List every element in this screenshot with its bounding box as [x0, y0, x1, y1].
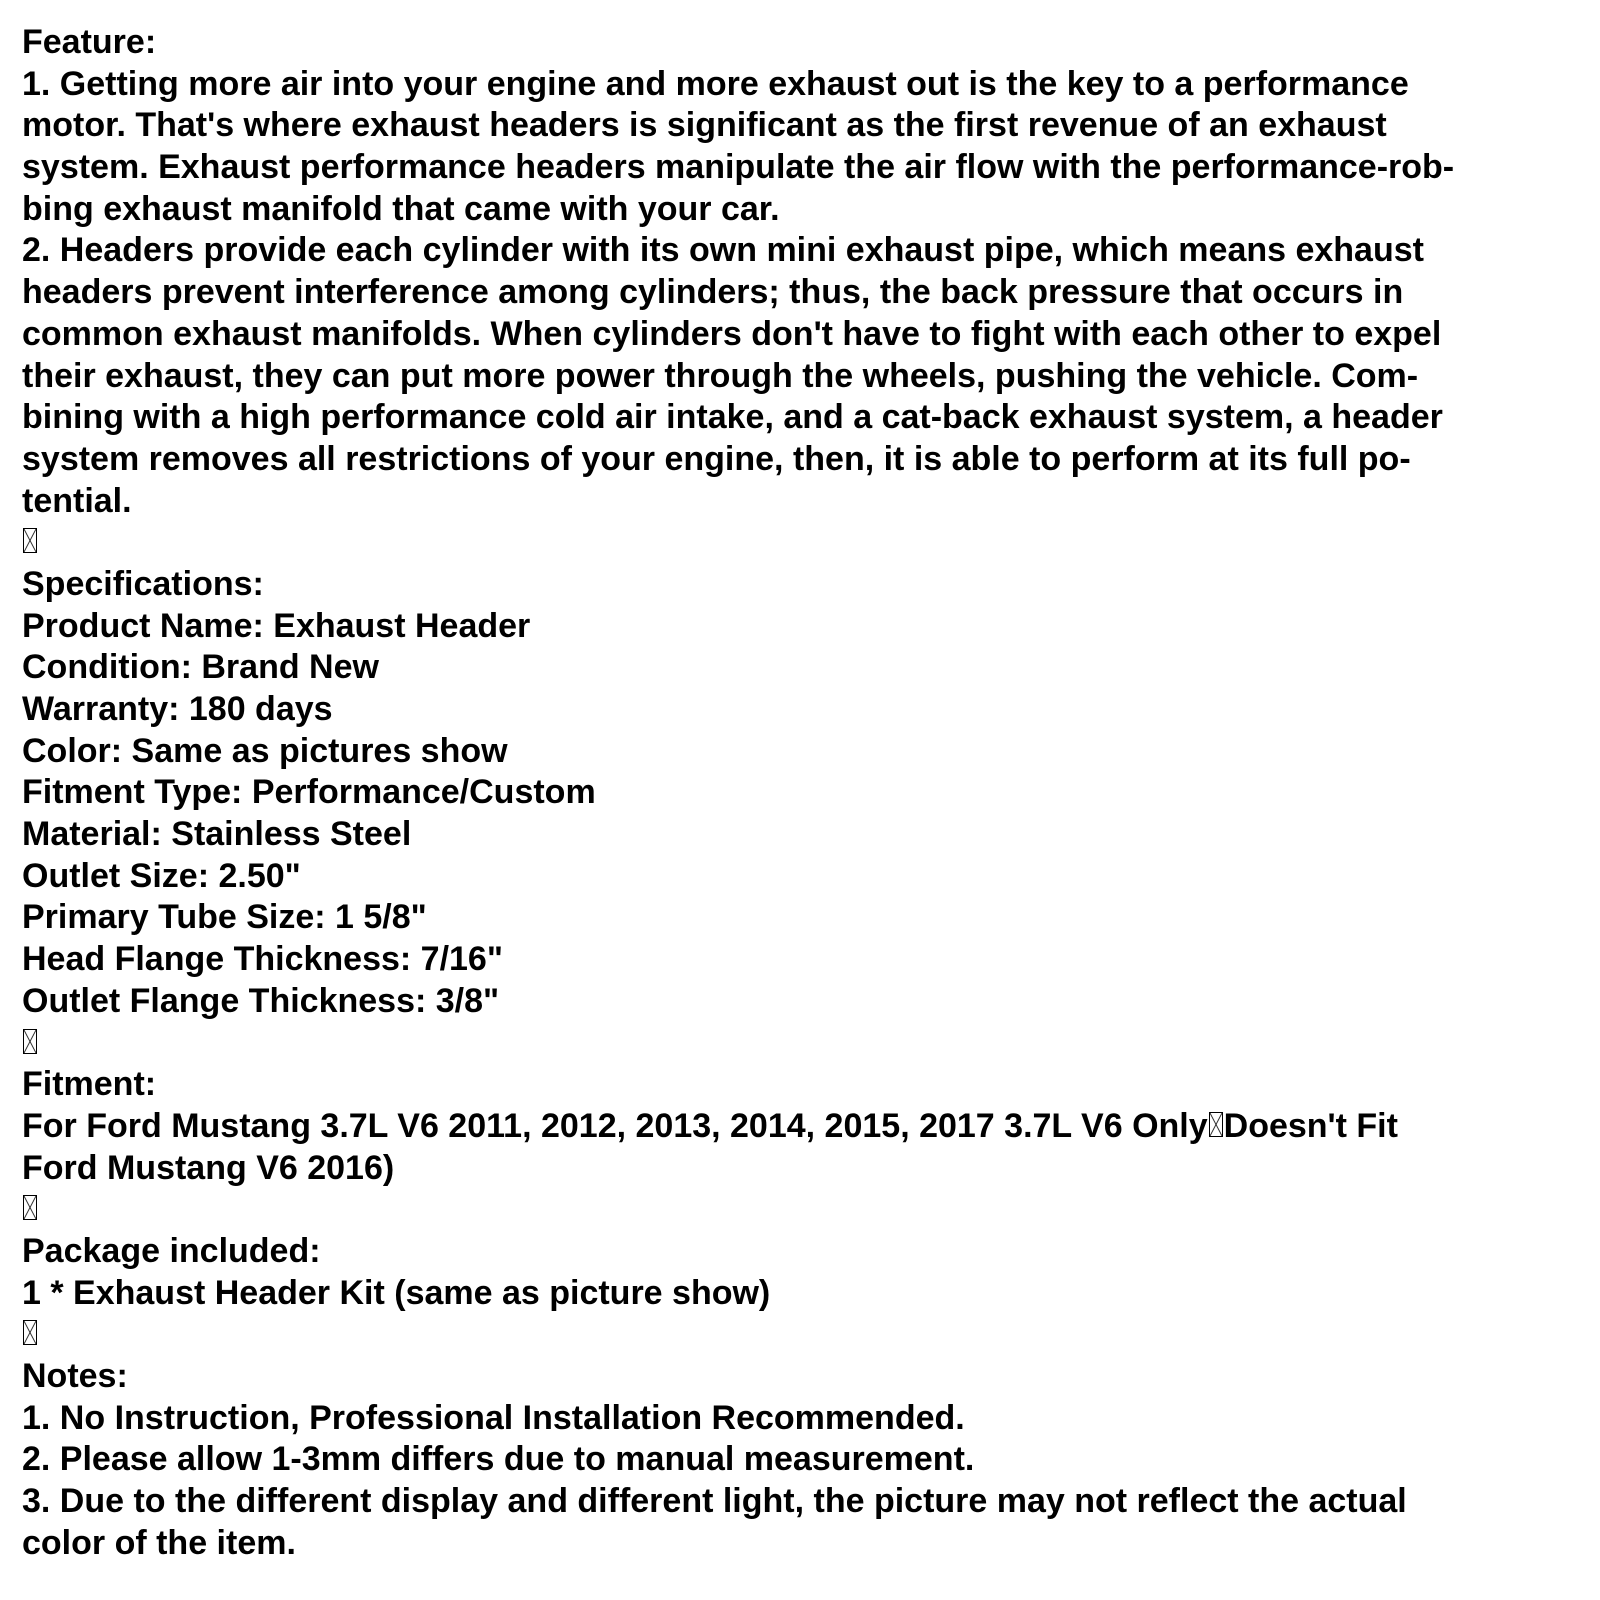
separator-line — [22, 522, 1600, 564]
separator-line — [22, 1314, 1600, 1356]
text-line: 3. Due to the different display and different light, the picture may not reflect the actual — [22, 1482, 1407, 1521]
text-line: Ford Mustang V6 2016) — [22, 1148, 395, 1187]
text-segment: Doesn't Fit — [1223, 1106, 1398, 1145]
text-line: system. Exhaust performance headers manipulate the air flow with the performance-rob- — [22, 148, 1455, 187]
text-line: 2. Headers provide each cylinder with its own mini exhaust pipe, which means exhaust — [22, 231, 1424, 270]
separator-line — [22, 1189, 1600, 1231]
text-line: 1. No Instruction, Professional Installation Recommended. — [22, 1398, 965, 1437]
text-line: bining with a high performance cold air intake, and a cat-back exhaust system, a header — [22, 398, 1443, 437]
text-line: Fitment Type: Performance/Custom — [22, 773, 596, 812]
missing-glyph-box-icon — [23, 1320, 37, 1345]
text-line: Fitment: — [22, 1065, 157, 1104]
text-line: color of the item. — [22, 1523, 296, 1562]
text-line: Feature: — [22, 23, 157, 61]
text-line — [22, 1106, 1600, 1148]
text-line: Primary Tube Size: 1 5/8" — [22, 898, 427, 937]
text-line: bing exhaust manifold that came with your car. — [22, 189, 780, 228]
text-line: Notes: — [22, 1357, 128, 1395]
text-line: Outlet Flange Thickness: 3/8" — [22, 981, 500, 1020]
text-line: Warranty: 180 days — [22, 690, 333, 728]
missing-glyph-box-icon — [23, 528, 37, 553]
missing-glyph-box-icon — [1209, 1112, 1223, 1137]
text-line: system removes all restrictions of your engine, then, it is able to perform at its full po- — [22, 439, 1411, 478]
text-line: their exhaust, they can put more power through the wheels, pushing the vehicle. Com- — [22, 356, 1419, 395]
missing-glyph-box-icon — [23, 1029, 37, 1054]
text-line: Product Name: Exhaust Header — [22, 606, 531, 645]
text-line: headers prevent interference among cylinders; thus, the back pressure that occurs in — [22, 273, 1404, 312]
text-segment: For Ford Mustang 3.7L V6 2011, 2012, 2013, 2014, 2015, 2017 3.7L V6 Only — [22, 1106, 1208, 1145]
text-line: Specifications: — [22, 564, 264, 603]
text-line: 1. Getting more air into your engine and more exhaust out is the key to a performance — [22, 64, 1409, 103]
text-line: common exhaust manifolds. When cylinders don't have to fight with each other to expel — [22, 314, 1442, 353]
separator-line — [22, 1023, 1600, 1065]
text-line: tential. — [22, 481, 132, 520]
text-line: Color: Same as pictures show — [22, 731, 508, 770]
text-line: 2. Please allow 1-3mm differs due to manual measurement. — [22, 1440, 975, 1479]
text-line: Material: Stainless Steel — [22, 815, 412, 854]
text-line: Condition: Brand New — [22, 648, 379, 687]
text-line: Head Flange Thickness: 7/16" — [22, 940, 503, 979]
text-line: motor. That's where exhaust headers is significant as the first revenue of an exhaust — [22, 106, 1387, 145]
text-line: Package included: — [22, 1231, 321, 1270]
text-line: Outlet Size: 2.50" — [22, 856, 301, 895]
text-line: 1 * Exhaust Header Kit (same as picture show) — [22, 1273, 771, 1312]
missing-glyph-box-icon — [23, 1195, 37, 1220]
